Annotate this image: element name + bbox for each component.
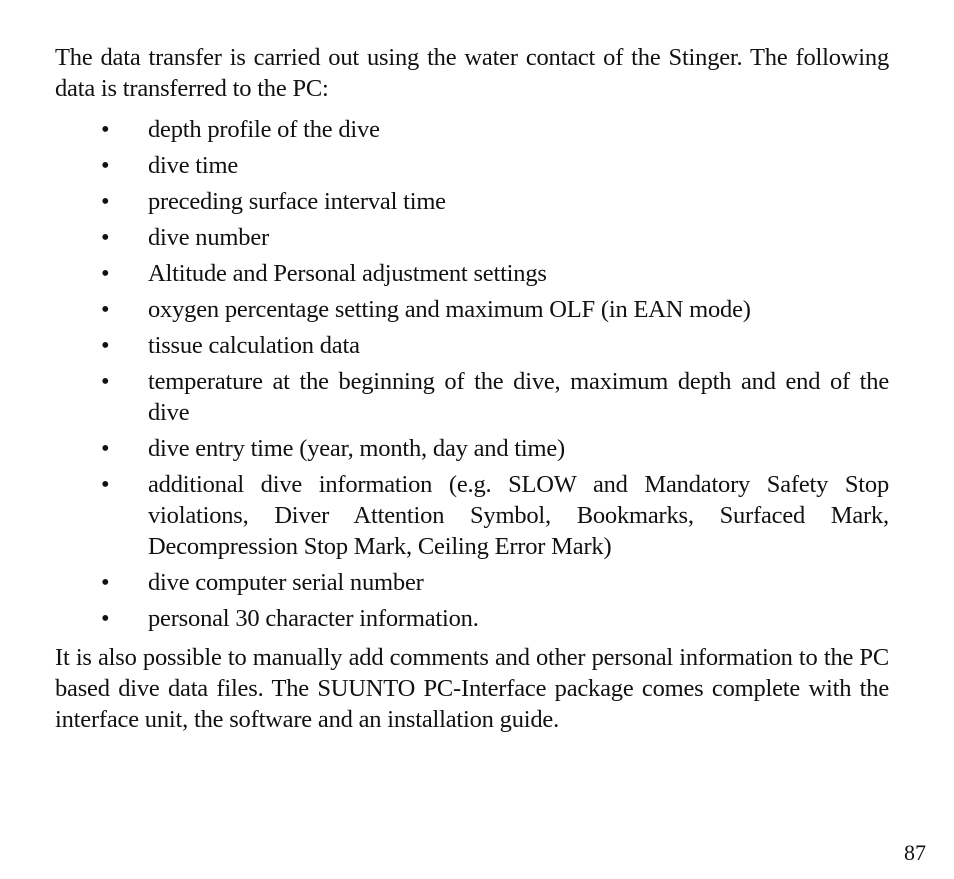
bullet-icon: •: [101, 332, 110, 359]
bullet-icon: •: [101, 368, 110, 395]
bullet-icon: •: [101, 188, 110, 215]
bullet-icon: •: [101, 605, 110, 632]
bullet-icon: •: [101, 116, 110, 143]
list-item: [55, 294, 889, 325]
list-item-text: personal 30 character information.: [148, 605, 479, 632]
list-item: [55, 366, 889, 428]
bullet-icon: •: [101, 152, 110, 179]
list-item-text: depth profile of the dive: [148, 116, 380, 143]
bullet-icon: •: [101, 260, 110, 287]
bullet-icon: •: [101, 224, 110, 251]
list-item-text: dive computer serial number: [148, 569, 424, 596]
list-item: [55, 567, 889, 598]
list-item-text: preceding surface interval time: [148, 188, 446, 215]
list-item: [55, 469, 889, 562]
list-item-text: dive entry time (year, month, day and time): [148, 435, 565, 462]
list-item: [55, 433, 889, 464]
transferred-data-list: [55, 114, 889, 634]
bullet-icon: •: [101, 296, 110, 323]
list-item-text: dive time: [148, 152, 239, 179]
list-item-text: oxygen percentage setting and maximum OLF (in EAN mode): [148, 296, 751, 323]
list-item: [55, 603, 889, 634]
list-item-text: Altitude and Personal adjustment settings: [148, 260, 547, 287]
bullet-icon: •: [101, 435, 110, 462]
list-item: [55, 258, 889, 289]
list-item: [55, 114, 889, 145]
list-item: [55, 222, 889, 253]
list-item: [55, 150, 889, 181]
bullet-icon: •: [101, 569, 110, 596]
list-item-text: dive number: [148, 224, 269, 251]
list-item-text: tissue calculation data: [148, 332, 360, 359]
bullet-icon: •: [101, 471, 110, 498]
list-item: [55, 186, 889, 217]
list-item-text: temperature at the beginning of the dive, maximum depth and end of the dive: [148, 368, 889, 426]
closing-paragraph: It is also possible to manually add comments and other personal information to the PC based dive data files. The SUUNTO PC-Interface package comes complete with the interface unit, the software and an installation guide.: [55, 644, 889, 733]
page-number: 87: [904, 840, 926, 865]
list-item: [55, 330, 889, 361]
intro-paragraph: The data transfer is carried out using the water contact of the Stinger. The following data is transferred to the PC:: [55, 44, 889, 102]
page-body: [55, 42, 889, 735]
list-item-text: additional dive information (e.g. SLOW and Mandatory Safety Stop violations, Diver Attention Symbol, Bookmarks, Surfaced Mark, Decompression Stop Mark, Ceiling Error Mark): [148, 471, 889, 560]
